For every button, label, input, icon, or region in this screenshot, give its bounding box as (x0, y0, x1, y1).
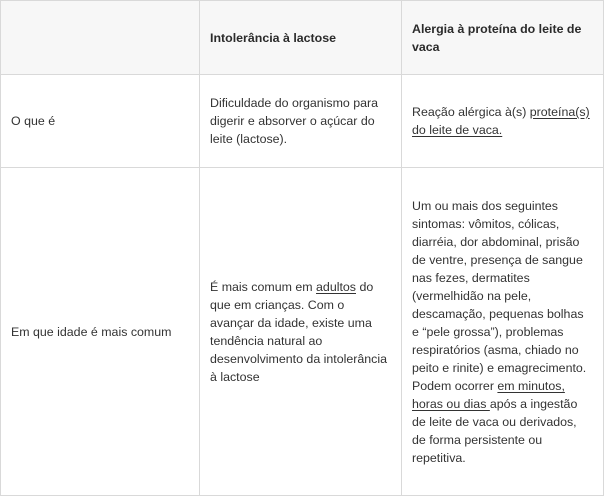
header-lactose-intolerance: Intolerância à lactose (200, 1, 402, 75)
row-label-age: Em que idade é mais comum (1, 168, 200, 496)
age-lactose-cell (200, 168, 402, 496)
symptoms-text-pre: Um ou mais dos seguintes sintomas: vômitos, cólicas, diarréia, dor abdominal, prisão de ventre, presença de sangue nas fezes, dermatites (vermelhidão na pele, descamação, pequenas bolhas e “pele grossa”), problemas respiratórios (asma, chiado no peito e rinite) e emagrecimento. Podem ocorrer (412, 198, 587, 393)
header-corner-cell (1, 1, 200, 75)
header-milk-protein-allergy: Alergia à proteína do leite de vaca (402, 1, 604, 75)
row-label-definition: O que é (1, 75, 200, 168)
definition-lactose-cell: Dificuldade do organismo para digerir e absorver o açúcar do leite (lactose). (200, 75, 402, 168)
definition-allergy-cell (402, 75, 604, 168)
table-row (1, 75, 604, 168)
definition-allergy-text: Reação alérgica à(s) (412, 105, 530, 119)
age-lactose-text-post: do que em crianças. Com o avançar da idade, existe uma tendência natural ao desenvolvimento da intolerância à lactose (210, 279, 388, 384)
adults-link[interactable]: adultos (316, 279, 356, 294)
age-lactose-text-pre: É mais comum em (210, 279, 317, 294)
symptoms-allergy-cell (402, 168, 604, 496)
table-row (1, 168, 604, 496)
symptoms-text-post: após a ingestão de leite de vaca ou derivados, de forma persistente ou repetitiva. (412, 396, 578, 465)
timing-link[interactable]: em minutos, horas ou dias (412, 378, 565, 411)
table-header-row (1, 1, 604, 75)
milk-protein-link[interactable]: proteína(s) do leite de vaca. (412, 105, 590, 137)
